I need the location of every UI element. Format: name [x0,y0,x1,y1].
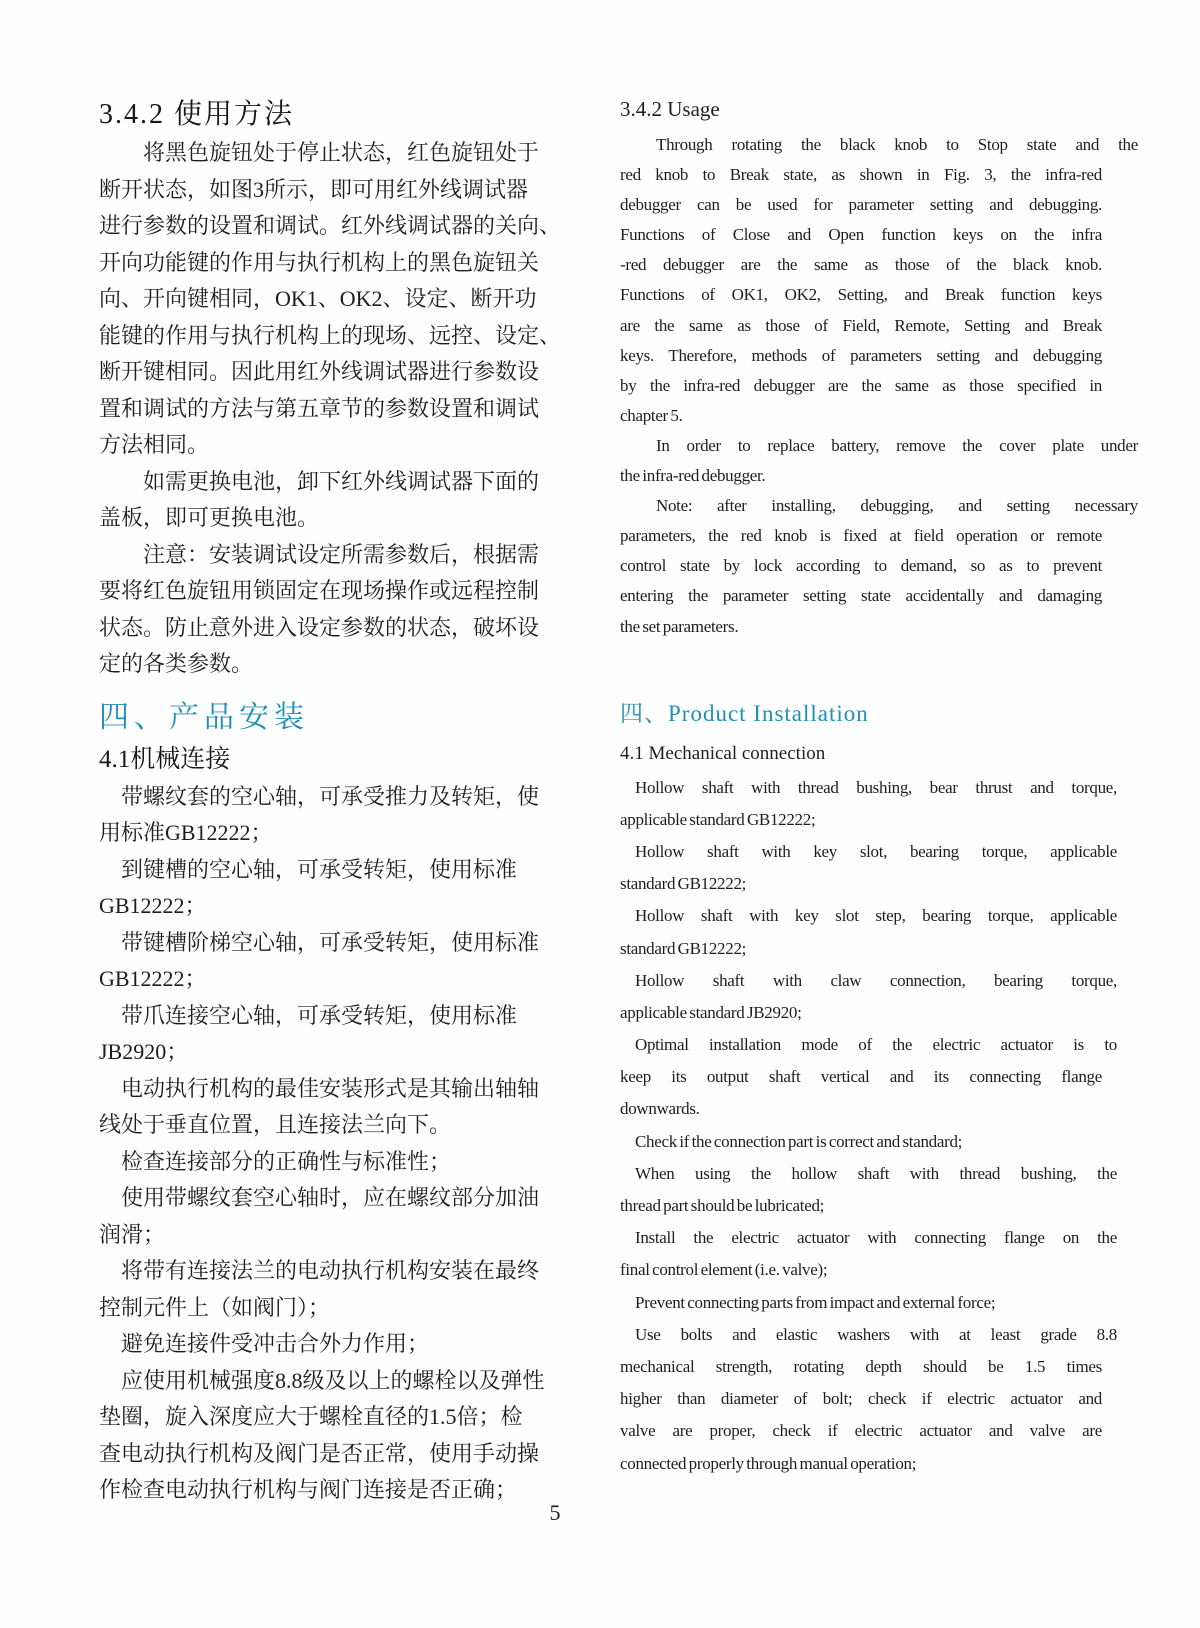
text-line: 控制元件上（如阀门）； [99,1294,331,1320]
paragraph [620,130,1138,431]
text-line: final control element (i.e. valve); [620,1260,828,1280]
text-line: When using the hollow shaft with thread bushing, the [635,1163,1117,1183]
text-line: Install the electric actuator with connecting flange on the [635,1228,1117,1248]
paragraph [620,1158,1117,1222]
text-line: Check if the connection part is correct and standard; [635,1131,963,1151]
paragraph [620,491,1138,641]
text-line: 带爪连接空心轴，可承受转矩，使用标准 [121,1002,518,1028]
text-line: 能键的作用与执行机构上的现场、远控、设定、 [99,322,562,348]
text-line: 方法相同。 [99,432,210,457]
text-line: applicable standard GB12222; [620,809,816,829]
text-line: 使用带螺纹套空心轴时，应在螺纹部分加油 [121,1185,540,1210]
text-line: 应使用机械强度8.8级及以上的螺栓以及弹性 [121,1367,545,1393]
text-line: 带键槽阶梯空心轴，可承受转矩，使用标准 [121,929,540,955]
text-line: 查电动执行机构及阀门是否正常，使用手动操 [99,1440,540,1466]
page-number: 5 [549,1500,561,1525]
text-line: Prevent connecting parts from impact and external force; [635,1292,996,1312]
text-line: valve are proper, check if electric actuator and valve are [620,1421,1102,1441]
text-line: the infra-red debugger. [620,466,766,486]
text-line: 将带有连接法兰的电动执行机构安装在最终 [121,1258,540,1283]
paragraph [620,965,1117,1029]
text-line: connected properly through manual operation; [620,1453,917,1473]
text-line: Functions of Close and Open function keys on the infra [620,225,1102,245]
paragraph [99,1071,579,1144]
text-line: GB12222； [99,966,207,991]
paragraph [99,1253,579,1326]
text-line: Hollow shaft with key slot step, bearing torque, applicable [635,906,1117,926]
paragraph [620,1029,1117,1126]
paragraph [620,836,1117,900]
paragraph [99,464,579,537]
text-line: -red debugger are the same as those of the black knob. [620,255,1102,275]
text-line: 如需更换电池，卸下红外线调试器下面的 [143,468,540,494]
text-line: 断开键相同。因此用红外线调试器进行参数设 [99,359,540,384]
text-line: 电动执行机构的最佳安装形式是其输出轴轴 [121,1075,540,1101]
text-line: by the infra-red debugger are the same as those specified in [620,375,1102,395]
text-line: Hollow shaft with key slot, bearing torque, applicable [635,841,1117,861]
text-line: 向、开向键相同，OK1、OK2、设定、断开功 [99,286,537,311]
text-line: applicable standard JB2920; [620,1002,802,1022]
text-line: 断开状态，如图3所示，即可用红外线调试器 [99,176,529,202]
paragraph [99,998,579,1071]
left-installation-items [99,779,579,1509]
paragraph [99,1180,579,1253]
text-line: 定的各类参数。 [99,651,254,676]
text-line: keys. Therefore, methods of parameters setting and debugging [620,345,1102,365]
text-line: mechanical strength, rotating depth should be 1.5 times [620,1356,1102,1376]
text-line: 状态。防止意外进入设定参数的状态，破坏设 [99,614,540,640]
text-line: In order to replace battery, remove the cover plate under [656,435,1138,455]
left-mechanical-connection-heading: 4.1机械连接 [99,745,231,773]
text-line: 线处于垂直位置，且连接法兰向下。 [99,1112,452,1137]
paragraph [620,1222,1117,1286]
paragraph [620,772,1117,836]
paragraph [99,1144,579,1181]
text-line: 进行参数的设置和调试。红外线调试器的关向、 [99,213,562,238]
paragraph [620,900,1117,964]
text-line: keep its output shaft vertical and its connecting flange [620,1067,1102,1087]
text-line: 盖板，即可更换电池。 [99,505,320,530]
text-line: GB12222； [99,893,207,918]
text-line: 要将红色旋钮用锁固定在现场操作或远程控制 [99,578,540,603]
text-line: parameters, the red knob is fixed at field operation or remote [620,526,1102,546]
text-line: 将黑色旋钮处于停止状态，红色旋钮处于 [143,140,540,165]
text-line: 检查连接部分的正确性与标准性； [121,1148,452,1174]
right-installation-items [620,772,1117,1480]
text-line: 用标准GB12222； [99,820,273,845]
text-line: 避免连接件受冲击合外力作用； [121,1331,430,1356]
text-line: Use bolts and elastic washers with at least grade 8.8 [635,1324,1117,1344]
text-line: 带螺纹套的空心轴，可承受推力及转矩，使 [121,783,540,809]
text-line: 作检查电动执行机构与阀门连接是否正确； [99,1477,518,1502]
right-mechanical-connection-heading: 4.1 Mechanical connection [620,742,826,764]
text-line: 润滑； [99,1221,166,1247]
right-usage-paragraphs [620,130,1138,642]
text-line: Optimal installation mode of the electric actuator is to [635,1035,1117,1055]
right-usage-heading: 3.4.2 Usage [620,97,720,121]
text-line: the set parameters. [620,616,739,636]
text-line: standard GB12222; [620,938,747,958]
right-product-installation-heading: 四、Product Installation [620,700,869,726]
text-line: chapter 5. [620,405,683,425]
text-line: Hollow shaft with thread bushing, bear thrust and torque, [635,777,1117,797]
text-line: 开向功能键的作用与执行机构上的黑色旋钮关 [99,249,540,275]
paragraph [99,925,579,998]
text-line: Functions of OK1, OK2, Setting, and Break function keys [620,285,1102,305]
text-line: downwards. [620,1099,700,1119]
text-line: standard GB12222; [620,874,747,894]
text-line: Hollow shaft with claw connection, bearing torque, [635,970,1117,990]
paragraph [620,431,1138,491]
paragraph [99,852,579,925]
paragraph [99,1326,579,1363]
paragraph [620,1319,1117,1480]
paragraph [99,779,579,852]
text-line: 置和调试的方法与第五章节的参数设置和调试 [99,395,540,421]
paragraph [99,1363,579,1509]
text-line: entering the parameter setting state accidentally and damaging [620,586,1102,606]
text-line: 垫圈，旋入深度应大于螺栓直径的1.5倍；检 [99,1404,523,1429]
text-line: JB2920； [99,1039,189,1064]
paragraph [620,1126,1102,1158]
chinese-column [99,95,579,1509]
left-usage-paragraphs [99,135,579,683]
english-column [620,88,1138,1480]
text-line: thread part should be lubricated; [620,1196,825,1216]
left-product-installation-heading: 四、产品安装 [99,700,309,734]
text-line: control state by lock according to demand, so as to prevent [620,556,1102,576]
paragraph [99,537,579,683]
text-line: Through rotating the black knob to Stop state and the [656,135,1138,154]
paragraph [99,135,579,464]
text-line: red knob to Break state, as shown in Fig. 3, the infra-red [620,165,1102,185]
text-line: 注意：安装调试设定所需参数后，根据需 [143,541,540,567]
text-line: higher than diameter of bolt; check if electric actuator and [620,1389,1102,1409]
text-line: debugger can be used for parameter setting and debugging. [620,195,1102,215]
left-usage-heading: 3.4.2 使用方法 [99,99,295,130]
paragraph [620,1287,1102,1319]
text-line: Note: after installing, debugging, and setting necessary [656,496,1138,516]
text-line: are the same as those of Field, Remote, Setting and Break [620,315,1102,335]
text-line: 到键槽的空心轴，可承受转矩，使用标准 [121,856,518,882]
